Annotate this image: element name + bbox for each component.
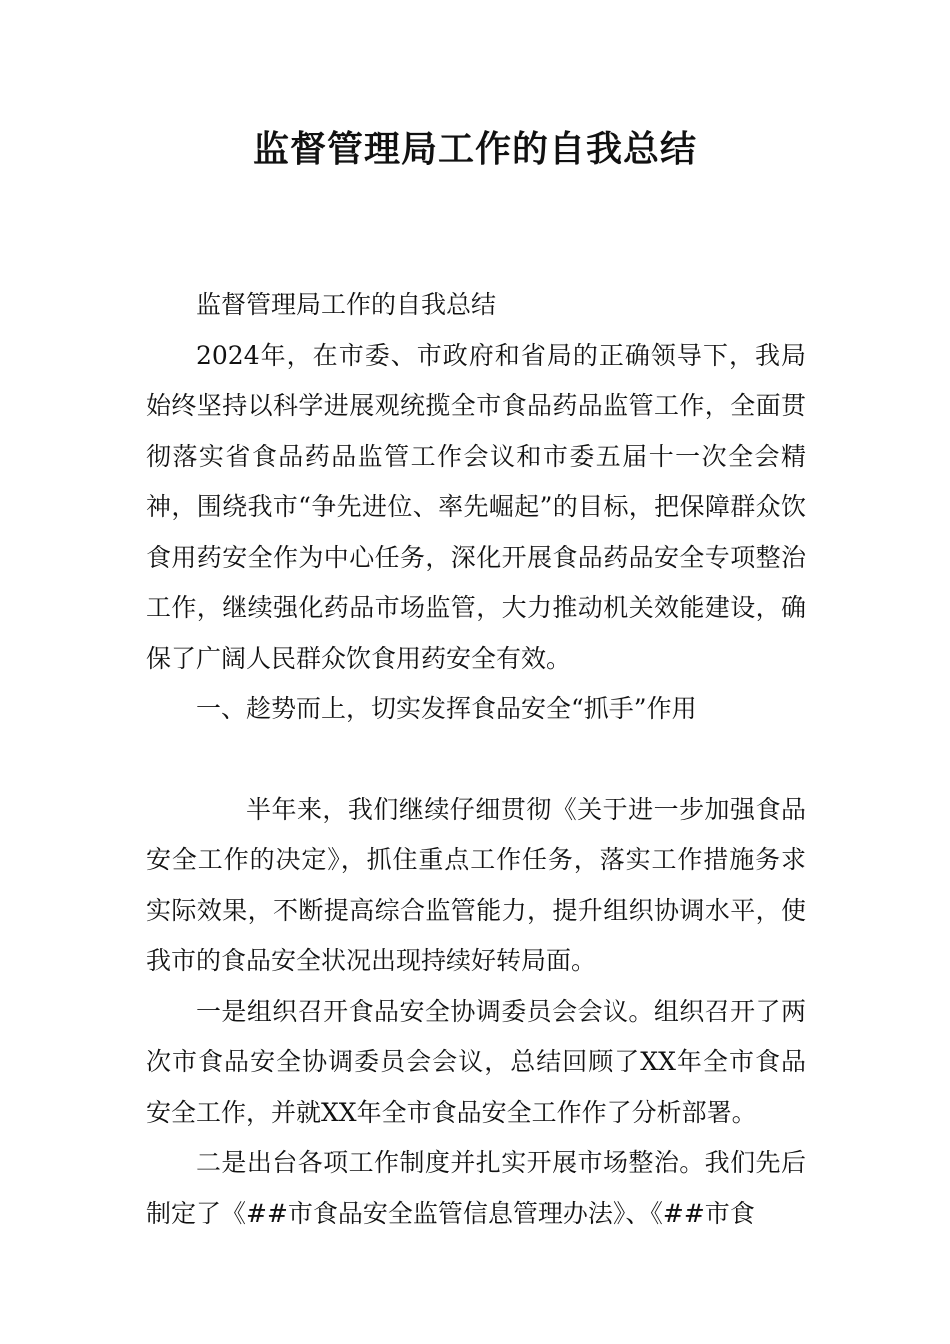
paragraph-intro: 2024年，在市委、市政府和省局的正确领导下，我局始终坚持以科学进展观统揽全市食品药品监管工作，全面贯彻落实省食品药品监管工作会议和市委五届十一次全会精神，围绕我市“争先进位、率先崛起”的目标，把保障群众饮食用药安全作为中心任务，深化开展食品药品安全专项整治工作，继续强化药品市场监管，大力推动机关效能建设，确保了广阔人民群众饮食用药安全有效。: [146, 340, 806, 673]
paragraph-subtitle: 监督管理局工作的自我总结: [196, 290, 497, 319]
paragraph-half-year: 半年来，我们继续仔细贯彻《关于进一步加强食品安全工作的决定》，抓住重点工作任务，落实工作措施务求实际效果，不断提高综合监管能力，提升组织协调水平，使我市的食品安全状况出现持续好转局面。: [146, 794, 806, 975]
paragraph-point-two: 二是出台各项工作制度并扎实开展市场整治。我们先后制定了《##市食品安全监管信息管理办法》、《##市食: [146, 1148, 806, 1228]
document-title: 监督管理局工作的自我总结: [252, 129, 697, 170]
document-body: [146, 280, 806, 1239]
section-heading: 一、趁势而上，切实发挥食品安全“抓手”作用: [196, 694, 697, 723]
paragraph-point-one: 一是组织召开食品安全协调委员会会议。组织召开了两次市食品安全协调委员会会议，总结回顾了XX年全市食品安全工作，并就XX年全市食品安全工作作了分析部署。: [146, 996, 806, 1127]
